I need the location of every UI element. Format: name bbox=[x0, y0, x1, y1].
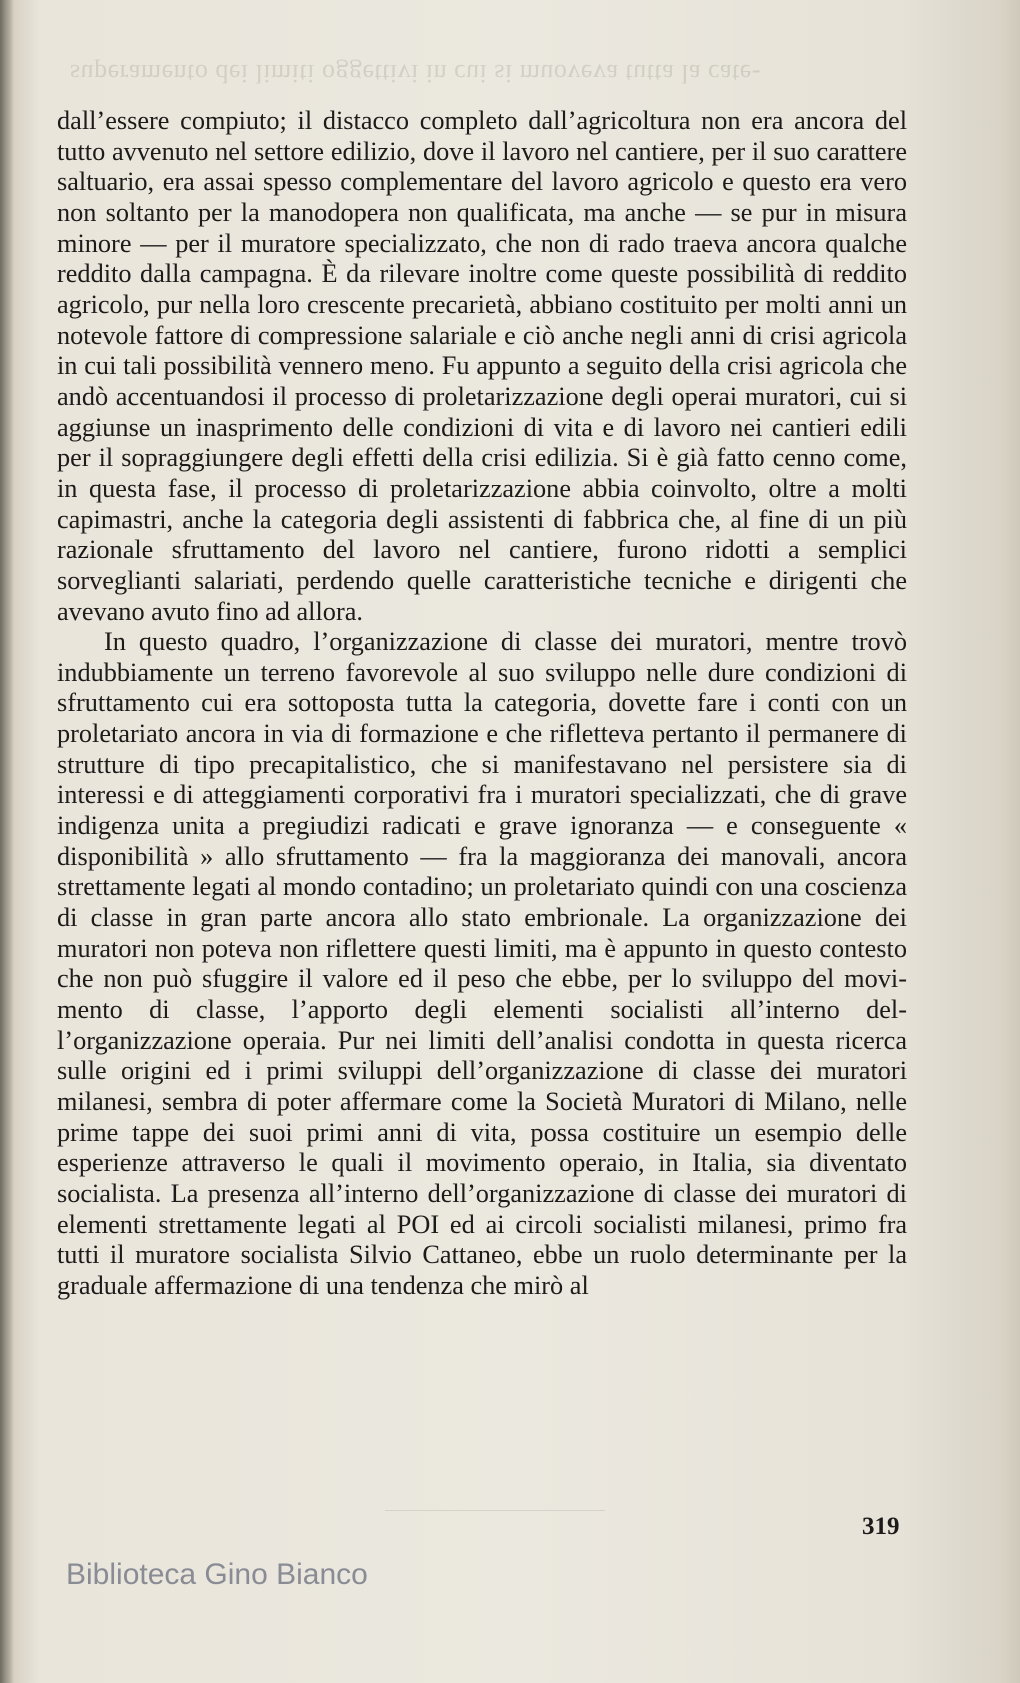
body-text bbox=[57, 106, 907, 1302]
footer-divider bbox=[385, 1510, 605, 1511]
paragraph-1: dall’essere compiuto; il distacco completo dall’agricoltura non era ancora del tutto avvenuto nel settore edilizio, dove il lavoro nel cantiere, per il suo carattere saltuario, era assai spesso complementare del lavoro agricolo e questo era vero non soltanto per la manodopera non qualificata, ma anche — se pur in misura minore — per il muratore specializzato, che non di rado traeva ancora qualche reddito dalla campagna. È da rilevare inoltre come queste possibilità di reddito agricolo, pur nella loro crescente precarietà, abbiano costituito per molti anni un notevole fattore di compressione salariale e ciò anche negli anni di crisi agricola in cui tali possibilità vennero meno. Fu appunto a seguito della crisi agricola che andò accentuandosi il processo di proletarizzazione degli operai muratori, cui si aggiunse un inasprimento delle condizioni di vita e di lavoro nei cantieri edili per il sopraggiungere degli effetti della crisi edilizia. Si è già fatto cenno come, in questa fase, il processo di proletarizzazione abbia coinvolto, oltre a molti capimastri, anche la categoria degli assistenti di fabbrica che, al fine di un più razionale sfruttamento del lavoro nel cantiere, furono ridotti a semplici sorveglianti salariati, perdendo quelle caratteristiche tecniche e dirigenti che avevano avuto fino ad allora. bbox=[57, 106, 907, 626]
page-number: 319 bbox=[862, 1513, 900, 1540]
library-watermark: Biblioteca Gino Bianco bbox=[66, 1558, 368, 1591]
paragraph-2: In questo quadro, l’organizzazione di classe dei muratori, mentre trovò indubbiamente un terreno favorevole al suo sviluppo nelle dure condizioni di sfruttamento cui era sottoposta tutta la categoria, dovette fare i conti con un proletariato ancora in via di formazione e che rifletteva pertanto il permanere di strutture di tipo precapitalistico, che si manifestavano nel persistere sia di interessi e di atteggiamenti corporativi fra i muratori specializzati, che di grave indigenza unita a pregiudizi radicati e grave ignoranza — e conseguente « disponibilità » allo sfruttamento — fra la maggioranza dei manovali, ancora strettamente legati al mondo contadino; un proletariato quindi con una coscienza di classe in gran parte ancora allo stato embrionale. La organizzazione dei muratori non poteva non riflettere questi limiti, ma è appunto in questo contesto che non può sfuggire il valore ed il peso che ebbe, per lo sviluppo del movimento di classe, l’apporto degli elementi socialisti all’interno dell’organizzazione operaia. Pur nei limiti dell’analisi condotta in questa ricerca sulle origini ed i primi sviluppi dell’organizzazione di classe dei muratori milanesi, sembra di poter affermare come la Società Muratori di Milano, nelle prime tappe dei suoi primi anni di vita, possa costituire un esempio delle esperienze attraverso le quali il movimento operaio, in Italia, sia diventato socialista. La presenza all’interno dell’organizzazione di classe dei muratori di elementi strettamente legati al POI ed ai circoli socialisti milanesi, primo fra tutti il muratore socialista Silvio Cattaneo, ebbe un ruolo determinante per la graduale affermazione di una tendenza che mirò al bbox=[57, 627, 907, 1300]
show-through-text: superamento dei limiti oggettivi in cui si muoveva tutta la cate- bbox=[70, 59, 761, 88]
spine-shadow bbox=[0, 0, 14, 1683]
